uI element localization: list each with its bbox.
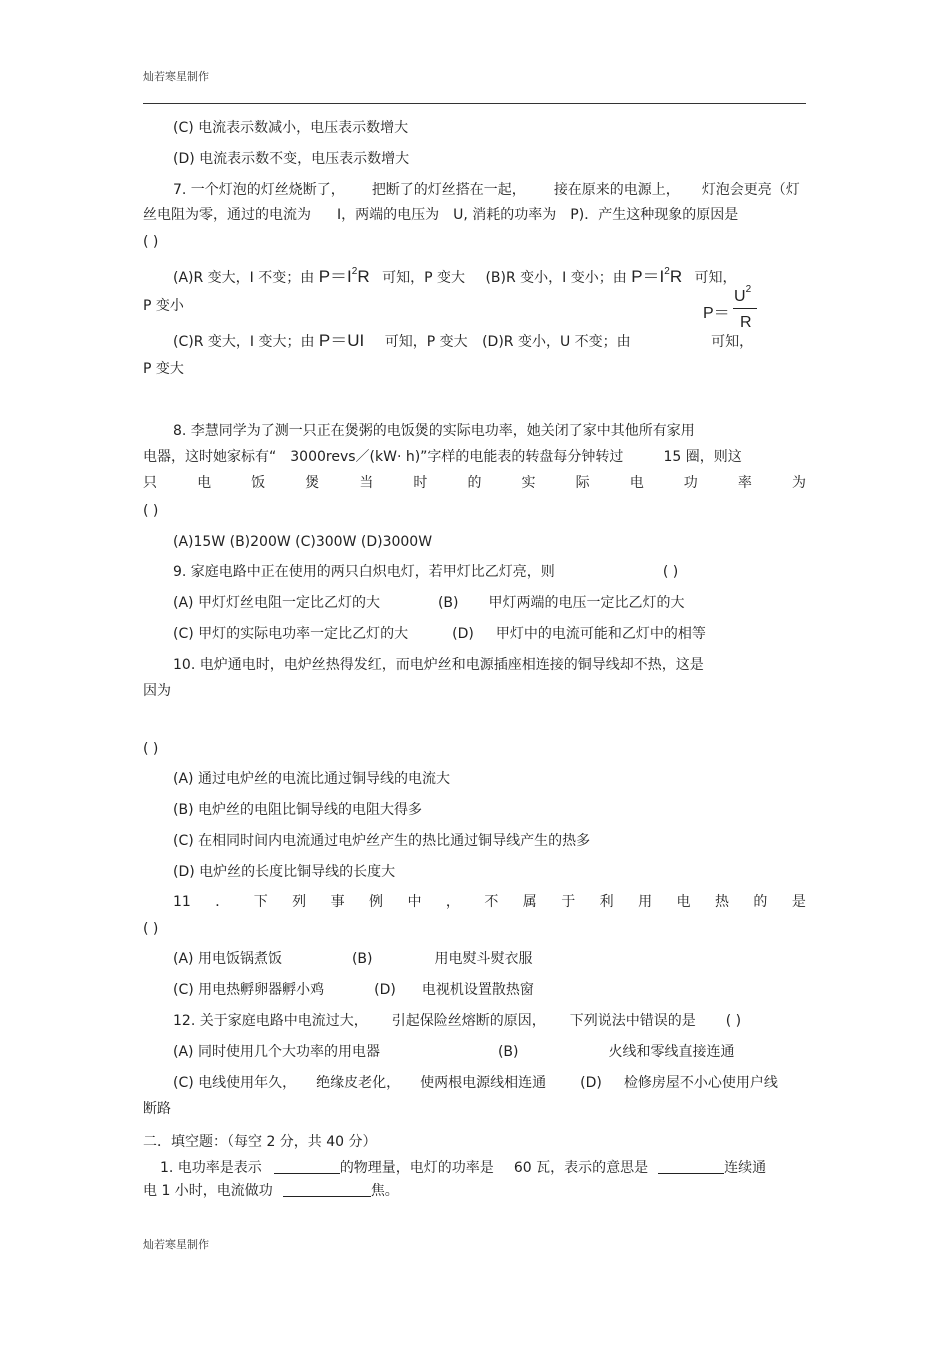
formula-p-i2r: $P=I^2R$ — [318, 266, 370, 286]
q7-options-ab: (A)R 变大，I 不变；由 $P=I^2R$ 可知，P 变大 (B)R 变小，I 变小；由 $P=I^2R$ 可知， — [173, 266, 737, 286]
q11-line1-char: 利 — [599, 894, 614, 910]
fill-q1-line2: 电 1 小时，电流做功 焦。 — [143, 1183, 399, 1199]
formula-p-u2-over-r-lhs: P＝ — [703, 305, 730, 322]
q8-line3-char: 的 — [467, 475, 482, 491]
q8-line3-char: 实 — [521, 475, 536, 491]
q10-answer-paren: ( ) — [143, 741, 159, 757]
q11-line1-char: 热 — [714, 894, 729, 910]
q8-line3-char: 率 — [737, 475, 752, 491]
q8-stem-line2: 电器，这时她家标有“ 3000revs／(kW· h)”字样的电能表的转盘每分钟转过 15 圈，则这 — [143, 449, 742, 465]
q7-option-d-cont: P 变大 — [143, 361, 184, 377]
q12-stem: 12. 关于家庭电路中电流过大， 引起保险丝熔断的原因， 下列说法中错误的是 ( ) — [173, 1013, 742, 1029]
q10-stem-line1: 10. 电炉通电时，电炉丝热得发红，而电炉丝和电源插座相连接的铜导线却不热，这是 — [173, 657, 704, 673]
q12-options-cd: (C) 电线使用年久， 绝缘皮老化， 使两根电源线相连通 (D) 检修房屋不小心使用户线 — [173, 1075, 778, 1091]
q11-line1-char: 用 — [638, 894, 653, 910]
q7-stem-line1: 7. 一个灯泡的灯丝烧断了， 把断了的灯丝搭在一起， 接在原来的电源上， 灯泡会更亮（灯 — [173, 182, 800, 198]
q8-line3-char: 饭 — [251, 475, 266, 491]
q8-line3-char: 煲 — [305, 475, 320, 491]
formula-p-ui: P＝UI — [318, 331, 365, 350]
q11-line1-char: 电 — [676, 894, 691, 910]
fraction-bar — [733, 308, 757, 309]
q11-line1-char: ． — [215, 894, 230, 910]
q8-line3-char: 为 — [791, 475, 806, 491]
q10-option-b: (B) 电炉丝的电阻比铜导线的电阻大得多 — [173, 802, 422, 818]
q12-options-ab: (A) 同时使用几个大功率的用电器 (B) 火线和零线直接连通 — [173, 1044, 735, 1060]
header-divider — [143, 103, 806, 104]
q11-line1-char: 下 — [253, 894, 268, 910]
q8-line3-char: 时 — [413, 475, 428, 491]
q8-line3-char: 电 — [629, 475, 644, 491]
q7-option-b-cont: P 变小 — [143, 298, 184, 314]
q8-stem-line3 — [143, 474, 806, 492]
q11-stem-line1 — [173, 893, 806, 911]
q7-options-cd: (C)R 变大，I 变大；由 P＝UI 可知，P 变大 (D)R 变小，U 不变；由 可知， — [173, 331, 754, 350]
q11-line1-char: 中 — [407, 894, 422, 910]
answer-blank-3[interactable] — [283, 1182, 371, 1197]
q11-line1-char: ， — [445, 894, 460, 910]
q11-line1-char: 事 — [330, 894, 345, 910]
q8-options: (A)15W (B)200W (C)300W (D)3000W — [173, 534, 433, 550]
fill-q1-line1: 1. 电功率是表示 的物理量，电灯的功率是 60 瓦，表示的意思是 连续通 — [160, 1160, 767, 1176]
q11-line1-char: 是 — [791, 894, 806, 910]
q11-line1-char: 于 — [561, 894, 576, 910]
section2-title: 二．填空题：（每空 2 分，共 40 分） — [143, 1134, 377, 1150]
q9-options-ab: (A) 甲灯灯丝电阻一定比乙灯的大 (B) 甲灯两端的电压一定比乙灯的大 — [173, 595, 685, 611]
page-header-label: 灿若寒星制作 — [143, 70, 209, 83]
q11-line1-char: 列 — [292, 894, 307, 910]
q8-line3-char: 功 — [683, 475, 698, 491]
q11-line1-char: 属 — [522, 894, 537, 910]
q11-options-cd: (C) 用电热孵卵器孵小鸡 (D) 电视机设置散热窗 — [173, 982, 534, 998]
q10-option-c: (C) 在相同时间内电流通过电炉丝产生的热比通过铜导线产生的热多 — [173, 833, 591, 849]
q8-line3-char: 只 — [143, 475, 157, 491]
q8-line3-char: 际 — [575, 475, 590, 491]
q11-answer-paren: ( ) — [143, 921, 159, 937]
q8-answer-paren: ( ) — [143, 503, 159, 519]
answer-blank-1[interactable] — [274, 1159, 340, 1174]
q8-line3-char: 电 — [197, 475, 212, 491]
q6-option-c: (C) 电流表示数减小，电压表示数增大 — [173, 120, 409, 136]
q12-option-d-cont: 断路 — [143, 1101, 171, 1117]
answer-blank-2[interactable] — [658, 1159, 724, 1174]
q11-line1-char: 的 — [753, 894, 768, 910]
q8-line3-char: 当 — [359, 475, 374, 491]
q11-line1-char: 例 — [369, 894, 384, 910]
q9-options-cd: (C) 甲灯的实际电功率一定比乙灯的大 (D) 甲灯中的电流可能和乙灯中的相等 — [173, 626, 706, 642]
q10-option-d: (D) 电炉丝的长度比铜导线的长度大 — [173, 864, 396, 880]
q9-stem: 9. 家庭电路中正在使用的两只白炽电灯，若甲灯比乙灯亮，则 ( ) — [173, 564, 679, 580]
q11-line1-char: 不 — [484, 894, 499, 910]
formula-fraction-numerator: $U^2$ — [734, 284, 752, 305]
q8-stem-line1: 8. 李慧同学为了测一只正在煲粥的电饭煲的实际电功率，她关闭了家中其他所有家用 — [173, 423, 695, 439]
q11-line1-char: 11 — [173, 894, 191, 910]
q10-stem-line2: 因为 — [143, 683, 171, 699]
formula-fraction-denominator: R — [740, 314, 752, 331]
q10-option-a: (A) 通过电炉丝的电流比通过铜导线的电流大 — [173, 771, 450, 787]
page-footer-label: 灿若寒星制作 — [143, 1238, 209, 1251]
q7-stem-line2: 丝电阻为零，通过的电流为 I，两端的电压为 U, 消耗的功率为 P)．产生这种现象的原因是 — [143, 207, 739, 223]
q11-options-ab: (A) 用电饭锅煮饭 (B) 用电熨斗熨衣服 — [173, 951, 533, 967]
q7-answer-paren: ( ) — [143, 234, 159, 250]
q6-option-d: (D) 电流表示数不变，电压表示数增大 — [173, 151, 410, 167]
formula-p-i2r-b: $P=I^2R$ — [631, 266, 683, 286]
